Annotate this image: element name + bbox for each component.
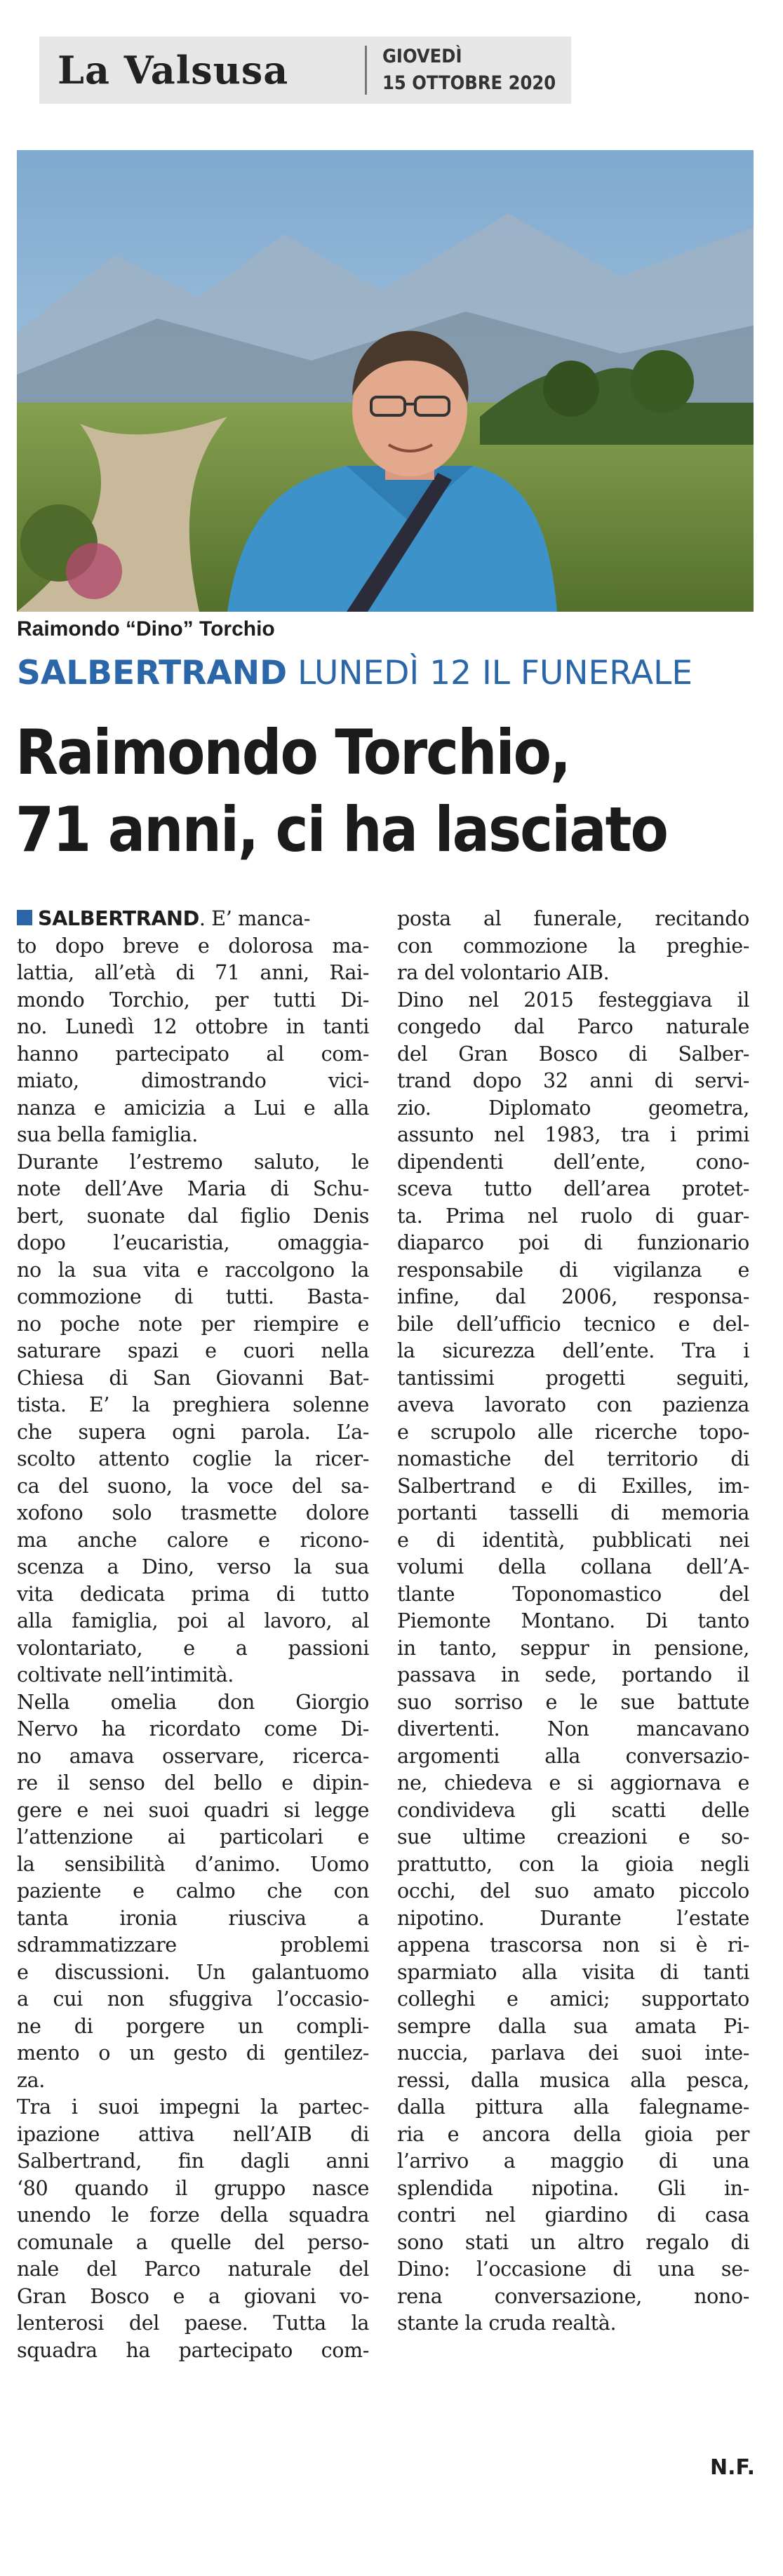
right-column-line: responsabile di vigilanza e <box>397 1257 749 1282</box>
left-column-line: mondo Torchio, per tutti Di- <box>17 987 369 1012</box>
left-column-line: bert, suonate dal figlio Denis <box>17 1203 369 1228</box>
article-photo <box>17 150 754 612</box>
left-column-line: comunale a quelle del perso- <box>17 2229 369 2254</box>
right-column-line: occhi, del suo amato piccolo <box>397 1879 749 1903</box>
left-column-line: xofono solo trasmette dolore <box>17 1501 369 1524</box>
left-column-line: nale del Parco naturale del <box>17 2257 369 2281</box>
right-column-line: in tanto, seppur in pensione, <box>397 1635 749 1660</box>
left-column-line: no. Lunedì 12 ottobre in tanti <box>17 1014 369 1038</box>
left-column-line: ipazione attiva nell’AIB di <box>17 2121 369 2146</box>
right-column-line: Dino: l’occasione di una se- <box>397 2257 749 2281</box>
left-column-line: dopo l’eucaristia, omaggia- <box>17 1230 369 1254</box>
right-column-line: contri nel giardino di casa <box>397 2203 749 2227</box>
right-column-line: tantissimi progetti seguiti, <box>397 1365 749 1390</box>
left-column-line: tista. E’ la preghiera solenne <box>17 1393 369 1416</box>
left-column-line: ne di porgere un compli- <box>17 2013 369 2038</box>
left-column-line: no amava osservare, ricerca- <box>17 1743 369 1768</box>
right-column-line: sue ultime creazioni e so- <box>397 1825 749 1849</box>
right-column-line: sparmiato alla visita di tanti <box>397 1959 749 1984</box>
right-column-line: divertenti. Non mancavano <box>397 1717 749 1740</box>
issue-date-text: 15 OTTOBRE 2020 <box>382 72 556 94</box>
newspaper-logo: La Valsusa <box>58 48 289 93</box>
left-column-line: paziente e calmo che con <box>17 1879 369 1903</box>
issue-weekday: GIOVEDÌ <box>382 46 462 67</box>
right-column-line: sceva tutto dell’area protet- <box>397 1176 749 1200</box>
masthead <box>39 36 571 104</box>
left-column-line: e discussioni. Un galantuomo <box>17 1959 369 1984</box>
left-column-line: note dell’Ave Maria di Schu- <box>17 1176 369 1200</box>
issue-date <box>367 43 556 97</box>
right-column-line: diaparco poi di funzionario <box>397 1230 749 1254</box>
left-column-line: scolto attento coglie la ricer- <box>17 1447 369 1470</box>
left-column-line: ma anche calore e ricono- <box>17 1527 369 1552</box>
left-column-line: Gran Bosco e a giovani vo- <box>17 2283 369 2308</box>
left-column-line: alla famiglia, poi al lavoro, al <box>17 1609 369 1632</box>
right-column-line: nuccia, parlava dei suoi inte- <box>397 2041 749 2065</box>
left-column-line: Salbertrand, fin dagli anni <box>17 2149 369 2173</box>
left-column-line: Nervo ha ricordato come Di- <box>17 1717 369 1740</box>
right-column-line: tlante Toponomastico del <box>397 1581 749 1606</box>
left-column-line: volontariato, e a passioni <box>17 1635 369 1660</box>
left-column-line: unendo le forze della squadra <box>17 2203 369 2227</box>
lead-place: SALBERTRAND <box>38 906 199 930</box>
lead-text: . E’ manca- <box>199 906 311 930</box>
left-column-line: ‘80 quando il gruppo nasce <box>17 2175 369 2200</box>
right-column-line: dipendenti dell’ente, cono- <box>397 1149 749 1174</box>
left-column-line: Chiesa di San Giovanni Bat- <box>17 1365 369 1390</box>
right-column-line: aveva lavorato con pazienza <box>397 1393 749 1416</box>
right-column-line: nipotino. Durante l’estate <box>397 1905 749 1930</box>
right-column-line: stante la cruda realtà. <box>397 2311 617 2335</box>
right-column-line: ne, chiedeva e si aggiornava e <box>397 1771 749 1795</box>
left-column-line: scenza a Dino, verso la sua <box>17 1555 369 1578</box>
left-column-line: a cui non sfuggiva l’occasio- <box>17 1987 369 2011</box>
right-column-line: passava in sede, portando il <box>397 1663 749 1686</box>
right-column-line: zio. Diplomato geometra, <box>397 1095 749 1120</box>
right-column-line: rena conversazione, nono- <box>397 2283 749 2308</box>
left-column-line: nanza e amicizia a Lui e alla <box>17 1095 369 1120</box>
right-column-line: ressi, dalla musica alla pesca, <box>397 2067 749 2092</box>
left-column-line: l’attenzione ai particolari e <box>17 1825 369 1849</box>
right-column-line: e di identità, pubblicati nei <box>397 1527 749 1552</box>
right-column-line: ria e ancora della gioia per <box>397 2121 749 2146</box>
right-column-line: infine, dal 2006, responsa- <box>397 1284 749 1308</box>
right-column-line: Salbertrand e di Exilles, im- <box>397 1473 749 1498</box>
right-column-line: la sicurezza dell’ente. Tra i <box>397 1339 749 1362</box>
article-column-left <box>17 905 369 2363</box>
right-column-line: Piemonte Montano. Di tanto <box>397 1609 749 1632</box>
left-column-line: sdrammatizzare problemi <box>17 1933 369 1957</box>
kicker-place: SALBERTRAND <box>17 654 288 692</box>
right-column-line: ra del volontario AIB. <box>397 960 610 984</box>
right-column-line: Dino nel 2015 festeggiava il <box>397 987 749 1012</box>
right-column-line: posta al funerale, recitando <box>397 906 749 930</box>
right-column-line: colleghi e amici; supportato <box>397 1987 749 2011</box>
left-column-line: lattia, all’età di 71 anni, Rai- <box>17 960 369 984</box>
left-column-line: miato, dimostrando vici- <box>17 1068 369 1092</box>
portrait-photo-illustration <box>17 150 754 612</box>
right-column-line: appena trascorsa non si è ri- <box>397 1933 749 1957</box>
right-column-line: condivideva gli scatti delle <box>397 1797 749 1822</box>
left-column-line: za. <box>17 2067 46 2092</box>
left-column-line: Nella omelia don Giorgio <box>17 1689 369 1714</box>
lead-square-icon <box>17 910 32 925</box>
right-column-line: prattutto, con la gioia negli <box>397 1851 749 1876</box>
author-signature: N.F. <box>710 2455 755 2480</box>
left-column-line: sua bella famiglia. <box>17 1122 198 1146</box>
left-column-line: mento o un gesto di gentilez- <box>17 2041 369 2065</box>
left-column-line: no poche note per riempire e <box>17 1311 369 1336</box>
left-column-line: saturare spazi e cuori nella <box>17 1339 369 1362</box>
article-column-right <box>397 905 749 2337</box>
right-column-line: sono stati un altro regalo di <box>397 2229 749 2254</box>
right-column-line: congedo dal Parco naturale <box>397 1014 749 1038</box>
right-column-line: argomenti alla conversazio- <box>397 1743 749 1768</box>
left-column-line: commozione di tutti. Basta- <box>17 1284 369 1308</box>
right-column-line: con commozione la preghie- <box>397 933 749 958</box>
left-column-line: Tra i suoi impegni la partec- <box>17 2095 369 2119</box>
left-column-line: re il senso del bello e dipin- <box>17 1771 369 1795</box>
left-column-line: vita dedicata prima di tutto <box>17 1581 369 1606</box>
left-column-line: gere e nei suoi quadri si legge <box>17 1797 369 1822</box>
right-column-line: trand dopo 32 anni di servi- <box>397 1068 749 1092</box>
left-column-line: lenterosi del paese. Tutta la <box>17 2311 369 2335</box>
right-column-line: portanti tasselli di memoria <box>397 1501 749 1524</box>
left-column-line: hanno partecipato al com- <box>17 1041 369 1066</box>
right-column-line: del Gran Bosco di Salber- <box>397 1041 749 1066</box>
left-column-line: coltivate nell’intimità. <box>17 1663 234 1686</box>
right-column-line: dalla pittura alla falegname- <box>397 2095 749 2119</box>
left-column-line: la sensibilità d’animo. Uomo <box>17 1851 369 1876</box>
right-column-line: suo sorriso e le sue battute <box>397 1689 749 1714</box>
left-column-line: to dopo breve e dolorosa ma- <box>17 933 369 958</box>
left-column-line: squadra ha partecipato com- <box>17 2337 369 2362</box>
headline-line-2: 71 anni, ci ha lasciato <box>15 793 667 866</box>
right-column-line: splendida nipotina. Gli in- <box>397 2175 749 2200</box>
left-column-line: ca del suono, la voce del sa- <box>17 1473 369 1498</box>
headline-line-1: Raimondo Torchio, <box>15 716 570 789</box>
right-column-line: sempre dalla sua amata Pi- <box>397 2013 749 2038</box>
left-column-line: no la sua vita e raccolgono la <box>17 1257 369 1282</box>
right-column-line: e scrupolo alle ricerche topo- <box>397 1419 749 1444</box>
right-column-line: nomastiche del territorio di <box>397 1447 749 1470</box>
right-column-line: l’arrivo a maggio di una <box>397 2149 749 2173</box>
left-column-line: tanta ironia riusciva a <box>17 1905 369 1930</box>
right-column-line: volumi della collana dell’A- <box>397 1555 749 1578</box>
kicker-text: LUNEDÌ 12 IL FUNERALE <box>287 654 693 692</box>
article-headline <box>15 714 773 868</box>
left-column-line: Durante l’estremo saluto, le <box>17 1149 369 1174</box>
left-column-line <box>17 905 369 932</box>
article-kicker <box>17 654 761 692</box>
photo-caption: Raimondo “Dino” Torchio <box>17 617 275 640</box>
right-column-line: assunto nel 1983, tra i primi <box>397 1122 749 1146</box>
left-column-line: che supera ogni parola. L’a- <box>17 1419 369 1444</box>
right-column-line: bile dell’ufficio tecnico e del- <box>397 1311 749 1336</box>
right-column-line: ta. Prima nel ruolo di guar- <box>397 1203 749 1228</box>
